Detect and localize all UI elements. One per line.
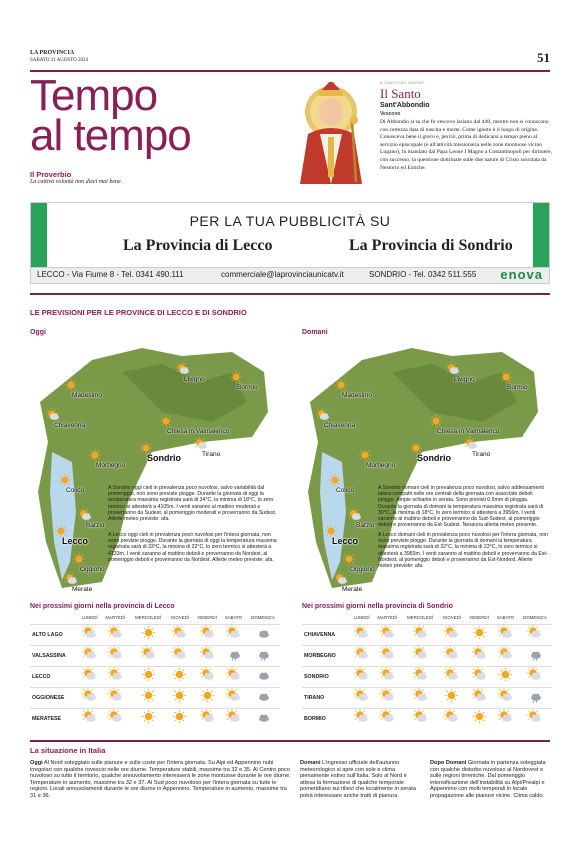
partly-icon — [78, 666, 101, 687]
map-place-label: Barzio — [356, 522, 375, 529]
map-place-label: Sondrio — [417, 453, 451, 463]
masthead-date: SABATO 31 AGOSTO 2024 — [30, 58, 89, 63]
partly-icon — [101, 687, 129, 708]
forecast-location: ALTO LAGO — [30, 624, 78, 645]
forecast-day-header: DOMENICA — [251, 615, 275, 621]
partly-icon — [493, 687, 518, 708]
forecast-day-header: GIOVEDÌ — [442, 615, 462, 621]
advertisement-banner[interactable] — [30, 202, 550, 284]
partly-icon — [401, 708, 438, 729]
ad-pub-sondrio: La Provincia di Sondrio — [349, 237, 513, 254]
partly-icon — [518, 624, 552, 645]
map-place-label: Livigno — [184, 376, 205, 383]
masthead — [30, 50, 88, 64]
partly-icon — [193, 666, 221, 687]
partly-icon — [350, 708, 373, 729]
page-number: 51 — [537, 50, 550, 65]
partly-icon — [439, 645, 465, 666]
partly-icon — [101, 666, 129, 687]
table-row — [302, 666, 552, 687]
map-place-label: Tirano — [202, 451, 221, 458]
today-text-lecco: A Lecco oggi cieli in prevalenza poco nuvolosi per l'intera giornata, non sono previste piogge. Durante la giornata di oggi la temperatura massima registrata sarà di 33°C, la minima di 22°C, lo zero termico si attesterà a 4133m. I venti saranno al mattino deboli e proverranno da Nordest, al pomeriggio deboli e proverranno da Nordest. Allerte meteo previste: afa. — [108, 532, 277, 563]
mid-rule — [30, 293, 550, 295]
rain-icon — [518, 687, 552, 708]
partly-icon — [518, 708, 552, 729]
today-text-sondrio: A Sondrio oggi cieli in prevalenza poco nuvolosi, salvo variabilità dal pomeriggio, non sono previste piogge. Durante la giornata di oggi la temperatura massima registrata sarà di 34°C, la minima di 18°C, lo zero termico si attesterà a 4105m. I venti saranno al mattino moderati e proverranno da Sudest, al pomeriggio moderati e proverranno da Sudest. Allerte meteo previste: afa. — [108, 485, 277, 523]
partly-icon — [465, 666, 493, 687]
map-place-label: Morbegno — [366, 462, 396, 469]
forecast-location: MERATESE — [30, 708, 78, 729]
sun-icon — [129, 624, 166, 645]
partly-icon — [193, 645, 221, 666]
sun-icon — [129, 666, 166, 687]
partly-icon — [129, 645, 166, 666]
partly-icon — [493, 708, 518, 729]
partly-icon — [439, 624, 465, 645]
today-heading: Oggi — [30, 329, 46, 336]
section-title: LE PREVISIONI PER LE PROVINCE DI LECCO E DI SONDRIO — [30, 308, 247, 317]
ad-contact-lecco: LECCO - Via Fiume 8 - Tel. 0341 490.111 — [37, 270, 184, 279]
map-place-label: Chiavenna — [54, 422, 86, 429]
forecast-grid — [302, 612, 552, 729]
forecast-lecco-heading: Nei prossimi giorni nella provincia di Lecco — [30, 603, 175, 610]
map-place-label: Chiavenna — [324, 422, 356, 429]
map-place-label: Oggiono — [80, 566, 105, 573]
ad-contact-email[interactable]: commerciale@laprovinciaunicatv.it — [221, 270, 344, 279]
map-place-label: Barzio — [86, 522, 105, 529]
table-row — [302, 645, 552, 666]
partly-icon — [78, 624, 101, 645]
table-row — [302, 708, 552, 729]
page-title: Tempo al tempo — [30, 71, 191, 160]
table-row — [302, 624, 552, 645]
table-row — [302, 687, 552, 708]
partly-icon — [465, 645, 493, 666]
saint-heading: Il Santo — [380, 86, 421, 101]
partly-icon — [401, 624, 438, 645]
rain-icon — [221, 645, 246, 666]
map-place-label: Colico — [66, 487, 85, 494]
map-place-label: Morbegno — [96, 462, 126, 469]
forecast-lecco-table — [30, 612, 280, 729]
partly-icon — [439, 666, 465, 687]
situation-today: Oggi Al Nord soleggiato sulle pianure e sulle coste per l'intera giornata. Su Alpi ed Appennino nubi irregolari con qualche rovescio nelle ore diurne. Temperature stabili, massime tra 32 e 35. Al Centro poco nuvoloso su tutto il territorio, qualche annuvolamento interesserà le zone montuose durante le ore diurne. Temperature in aumento, massime tra 32 e 37. Al Sud poco nuvoloso per l'intera giornata su tutte le regioni. Locali annuvolamenti durante le ore diurne in Appennino. Temperature in aumento, massime tra 31 e 36. — [30, 760, 291, 799]
partly-icon — [101, 708, 129, 729]
forecast-day-header: DOMENICA — [523, 615, 547, 621]
bottom-rule — [30, 740, 550, 742]
rain-icon — [518, 645, 552, 666]
forecast-day-header: SABATO — [224, 615, 243, 621]
partly-icon — [373, 708, 401, 729]
saint-role: Vescovo — [380, 111, 401, 117]
map-place-label: Merate — [72, 586, 93, 593]
partly-icon — [350, 645, 373, 666]
cloud-icon — [246, 666, 280, 687]
forecast-location: MORBEGNO — [302, 645, 350, 666]
map-place-label: Madesimo — [72, 392, 102, 399]
forecast-location: CHIAVENNA — [302, 624, 350, 645]
partly-icon — [193, 708, 221, 729]
partly-icon — [350, 666, 373, 687]
sun-icon — [167, 666, 193, 687]
forecast-day-header: MARTEDÌ — [105, 615, 126, 621]
forecast-day-header: MARTEDÌ — [377, 615, 398, 621]
ad-pub-lecco: La Provincia di Lecco — [123, 237, 273, 254]
map-place-label: Colico — [336, 487, 355, 494]
map-place-label: Oggiono — [350, 566, 375, 573]
forecast-location: LECCO — [30, 666, 78, 687]
sun-icon — [129, 687, 166, 708]
saint-text: Di Abbondio si sa che fu vescovo lariano dal 440, mentre non si conoscono con certezza data di nascita e morte. Come ignoto è il luogo di origine. Conosceva bene il greco e, perciò, prima di dedicarsi a tempo pieno al servizio episcopale (e all'attività missionaria nelle zone montuose vicino Lugano), fu mandato dal Papa Leone I Magno a Costantinopoli per dirimere, con successo, la questione dottrinale sulle due nature di Cristo suscitata da Nestorio ed Eutiche. — [380, 119, 552, 171]
situation-day-after: Dopo Domani Giornata in partenza soleggiata con qualche disturbo nuvoloso al Nordovest e sulle regioni tirreniche. Dal pomeriggio intensificazione dell'instabilità su Alpi/Prealpi e Appennino con molti temporali in locale propagazione alle pianure vicine. Clima caldo. — [430, 760, 546, 799]
cloud-icon — [246, 687, 280, 708]
partly-icon — [465, 687, 493, 708]
sun-icon — [129, 708, 166, 729]
map-place-label: Lecco — [332, 536, 359, 546]
table-row — [30, 645, 280, 666]
tomorrow-text-sondrio: A Sondrio domani cieli in prevalenza poco nuvolosi, salvo addensamenti talora compatti nelle ore centrali della giornata con associate deboli piogge. Ampie schiarite in serata. Sono previsti 0.5mm di pioggia. Durante la giornata di domani la temperatura massima registrata sarà di 30°C, la minima di 18°C, lo zero termico si attesterà a 3956m. I venti saranno al mattino deboli e proverranno da Sud-Sudest, al pomeriggio deboli e proverranno da Est-Sudest. Nessuna allerta meteo presente. — [378, 485, 544, 529]
partly-icon — [78, 645, 101, 666]
proverb-heading: Il Proverbio — [30, 170, 72, 179]
table-row — [30, 666, 280, 687]
map-place-label: Bormio — [507, 384, 528, 391]
partly-icon — [373, 624, 401, 645]
map-place-label: Bormio — [237, 384, 258, 391]
partly-icon — [221, 624, 246, 645]
cloud-icon — [246, 708, 280, 729]
partly-icon — [401, 687, 438, 708]
map-place-label: Sondrio — [147, 453, 181, 463]
forecast-day-header: GIOVEDÌ — [170, 615, 190, 621]
partly-icon — [518, 666, 552, 687]
proverb-text: La cattiva volontà non dieci mai bene. — [30, 179, 123, 185]
ad-tagline: PER LA TUA PUBBLICITÀ SU — [189, 213, 391, 229]
sun-icon — [167, 687, 193, 708]
partly-icon — [373, 666, 401, 687]
forecast-day-header: MERCOLEDÌ — [406, 615, 434, 621]
partly-icon — [493, 645, 518, 666]
table-row — [30, 624, 280, 645]
partly-icon — [221, 687, 246, 708]
forecast-corner — [30, 612, 78, 624]
situation-tomorrow: Domani L'ingresso ufficiale dell'autunno meteorologico si apre con sole e clima pienamente estivo sull'Italia. Solo al Nord è attesa la formazione di qualche temporale pomeridiano sui rilievi che localmente in serata potrà interessare anche tratti di pianura. — [300, 760, 416, 799]
sun-icon — [493, 666, 518, 687]
partly-icon — [167, 624, 193, 645]
forecast-day-header: LUNEDÌ — [81, 615, 98, 621]
partly-icon — [101, 624, 129, 645]
saint-name: Sant'Abbondio — [380, 102, 430, 109]
forecast-location: BORMIO — [302, 708, 350, 729]
partly-icon — [401, 666, 438, 687]
ad-brand-logo: enova — [500, 267, 543, 282]
forecast-day-header: LUNEDÌ — [353, 615, 370, 621]
saint-label: IL SANTO DEL GIORNO — [380, 80, 425, 85]
sun-icon — [439, 687, 465, 708]
partly-icon — [221, 666, 246, 687]
sun-icon — [465, 624, 493, 645]
table-row — [30, 708, 280, 729]
ad-contact-sondrio: SONDRIO - Tel. 0342 511.555 — [369, 270, 477, 279]
partly-icon — [493, 624, 518, 645]
forecast-location: OGGIONESE — [30, 687, 78, 708]
forecast-location: VALSASSINA — [30, 645, 78, 666]
forecast-day-header: MERCOLEDÌ — [134, 615, 162, 621]
map-place-label: Chiesa in Valmalenco — [167, 428, 230, 435]
table-row — [30, 687, 280, 708]
map-place-label: Lecco — [62, 536, 89, 546]
partly-icon — [78, 687, 101, 708]
tomorrow-heading: Domani — [302, 329, 328, 336]
tomorrow-text-lecco: A Lecco domani cieli in prevalenza poco nuvolosi per l'intera giornata, non sono previste piogge. Durante la giornata di domani la temperatura massima registrata sarà di 32°C, la minima di 23°C, lo zero termico si attesterà a 3983m. I venti saranno al mattino deboli e proverranno da Est-Nordest, al pomeriggio deboli e proverranno da Est-Nordest. Allerte meteo previste: afa. — [378, 532, 548, 570]
saint-illustration — [290, 82, 372, 184]
forecast-corner — [302, 612, 350, 624]
map-place-label: Chiesa in Valmalenco — [437, 428, 500, 435]
partly-icon — [401, 645, 438, 666]
forecast-day-header: VENERDÌ — [197, 615, 217, 621]
forecast-location: TIRANO — [302, 687, 350, 708]
partly-icon — [350, 687, 373, 708]
cloud-icon — [246, 624, 280, 645]
map-place-label: Madesimo — [342, 392, 372, 399]
sun-icon — [167, 708, 193, 729]
map-place-label: Tirano — [472, 451, 491, 458]
map-place-label: Livigno — [454, 376, 475, 383]
partly-icon — [439, 708, 465, 729]
partly-icon — [193, 624, 221, 645]
map-place-label: Merate — [342, 586, 363, 593]
forecast-grid — [30, 612, 280, 729]
rain-icon — [246, 645, 280, 666]
masthead-name: LA PROVINCIA — [30, 50, 75, 56]
forecast-day-header: SABATO — [496, 615, 515, 621]
partly-icon — [78, 708, 101, 729]
sun-icon — [465, 708, 493, 729]
partly-icon — [167, 645, 193, 666]
partly-icon — [350, 624, 373, 645]
forecast-sondrio-table — [302, 612, 552, 729]
partly-icon — [221, 708, 246, 729]
sun-icon — [193, 687, 221, 708]
forecast-location: SONDRIO — [302, 666, 350, 687]
partly-icon — [373, 645, 401, 666]
forecast-day-header: VENERDÌ — [469, 615, 489, 621]
forecast-sondrio-heading: Nei prossimi giorni nella provincia di Sondrio — [302, 603, 453, 610]
partly-icon — [373, 687, 401, 708]
situation-heading: La situazione in Italia — [30, 746, 106, 755]
partly-icon — [101, 645, 129, 666]
